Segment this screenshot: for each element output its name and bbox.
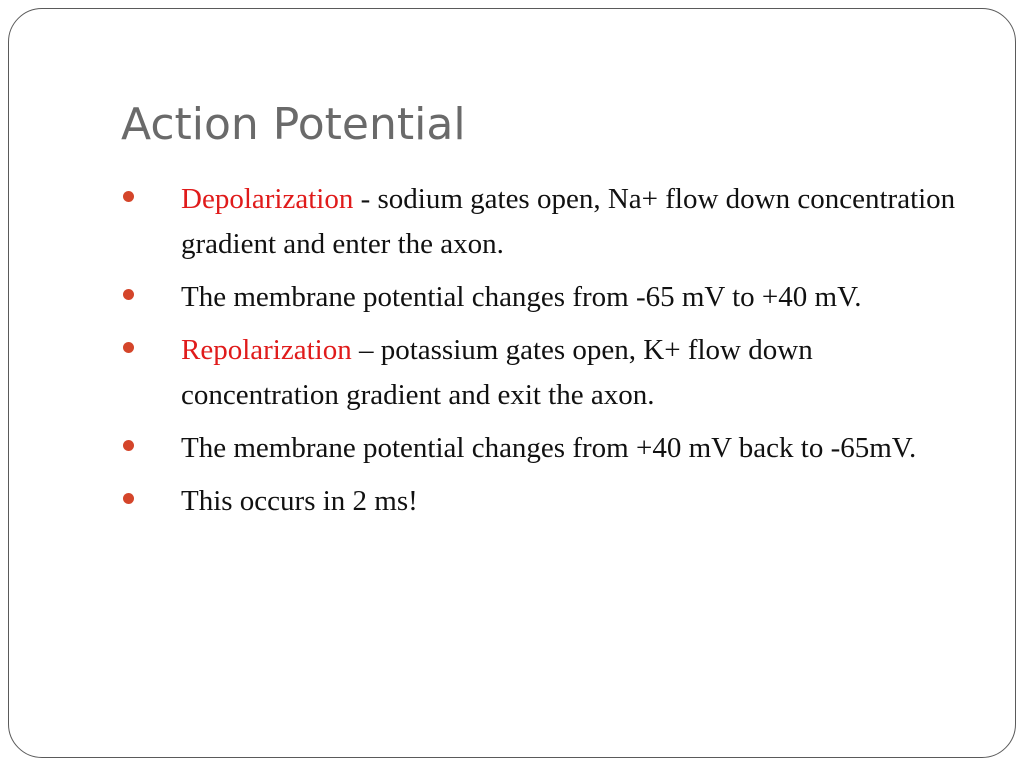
bullet-item-duration — [121, 479, 971, 524]
bullet-item-repolarization — [121, 328, 971, 418]
bullet-term: Depolarization — [181, 183, 354, 215]
bullet-text: - sodium gates open, Na+ flow down concentration gradient and enter the axon. — [181, 183, 956, 260]
bullet-item-potential-fall — [121, 426, 971, 471]
bullet-text: The membrane potential changes from +40 mV back to -65mV. — [181, 432, 917, 464]
bullet-dot-icon — [123, 191, 134, 202]
bullet-item-depolarization — [121, 177, 971, 267]
bullet-text: The membrane potential changes from -65 mV to +40 mV. — [181, 281, 862, 313]
bullet-text: This occurs in 2 ms! — [181, 485, 418, 517]
bullet-dot-icon — [123, 342, 134, 353]
bullet-text: – potassium gates open, K+ flow down concentration gradient and exit the axon. — [181, 334, 813, 411]
bullet-dot-icon — [123, 493, 134, 504]
slide-title: Action Potential — [121, 99, 466, 150]
bullet-dot-icon — [123, 289, 134, 300]
bullet-item-potential-rise — [121, 275, 971, 320]
bullet-list — [121, 177, 971, 532]
slide-frame — [8, 8, 1016, 758]
bullet-term: Repolarization — [181, 334, 352, 366]
bullet-dot-icon — [123, 440, 134, 451]
